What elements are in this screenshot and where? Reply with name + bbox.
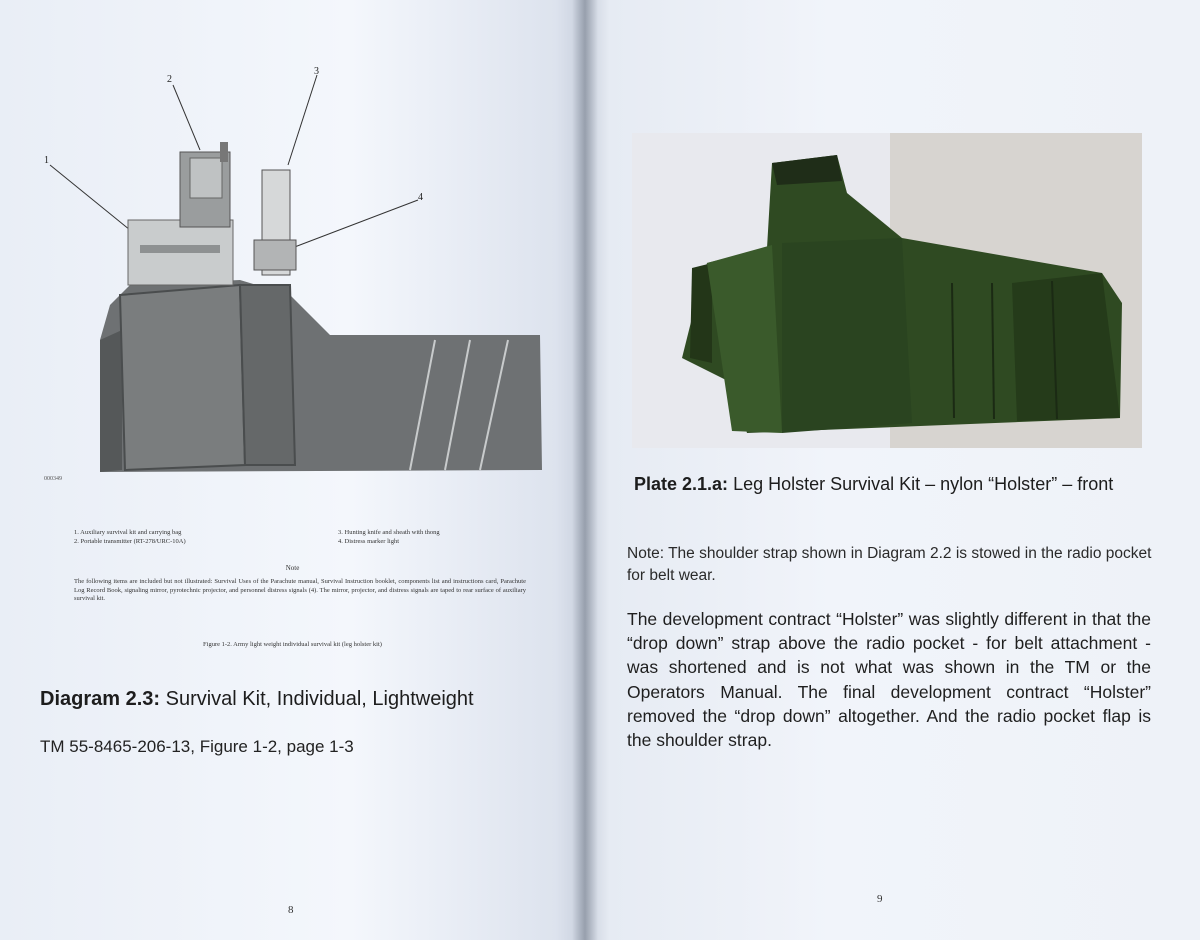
diagram-caption	[40, 688, 560, 711]
body-paragraph: The development contract “Holster” was slightly different in that the “drop down” strap above the radio pocket - for belt attachment - was shortened and is not what was shown in the TM or the Operators Manual. The final development contract “Holster” removed the “drop down” altogether. And the radio pocket flap is the shoulder strap.	[627, 609, 1151, 751]
plate-title: Leg Holster Survival Kit – nylon “Holster” – front	[728, 474, 1114, 494]
diagram-label: Diagram 2.3:	[40, 688, 161, 710]
legend-item-3: 3. Hunting knife and sheath with thong	[338, 529, 440, 536]
page-number-left: 8	[288, 904, 294, 916]
left-page	[0, 0, 585, 940]
book-gutter	[572, 0, 598, 940]
callout-3: 3	[314, 66, 319, 77]
survival-kit-illustration	[40, 60, 560, 480]
shoulder-strap-note: Note: The shoulder strap shown in Diagram 2.2 is stowed in the radio pocket for belt wear.	[627, 545, 1152, 584]
note-heading: Note	[285, 564, 300, 572]
callout-4: 4	[418, 192, 423, 203]
legend-item-2: 2. Portable transmitter (RT-278/URC-10A)	[74, 538, 186, 545]
callout-1: 1	[44, 155, 49, 166]
note-text: The following items are included but not illustrated: Survival Uses of the Parachute manual, Survival Instruction booklet, components list and instructions card, Parachute Log Record Book, signaling mirror, pyrotechnic projector, and personnel distress signals (4). The mirror, projector, and distress signals are taped to rear surface of auxiliary survival kit.	[74, 578, 526, 603]
tm-reference: TM 55-8465-206-13, Figure 1-2, page 1-3	[40, 737, 354, 756]
holster-photo	[632, 133, 1142, 448]
plate-caption	[634, 472, 1154, 497]
legend-item-4: 4. Distress marker light	[338, 538, 400, 545]
page-number-right: 9	[877, 893, 883, 905]
callout-2: 2	[167, 74, 172, 85]
legend-item-1: 1. Auxiliary survival kit and carrying bag	[74, 529, 182, 536]
diagram-title: Survival Kit, Individual, Lightweight	[160, 688, 474, 710]
figure-code: 000349	[44, 476, 62, 482]
figure-caption: Figure 1-2. Army light weight individual survival kit (leg holster kit)	[203, 641, 382, 648]
plate-label: Plate 2.1.a:	[634, 474, 729, 494]
